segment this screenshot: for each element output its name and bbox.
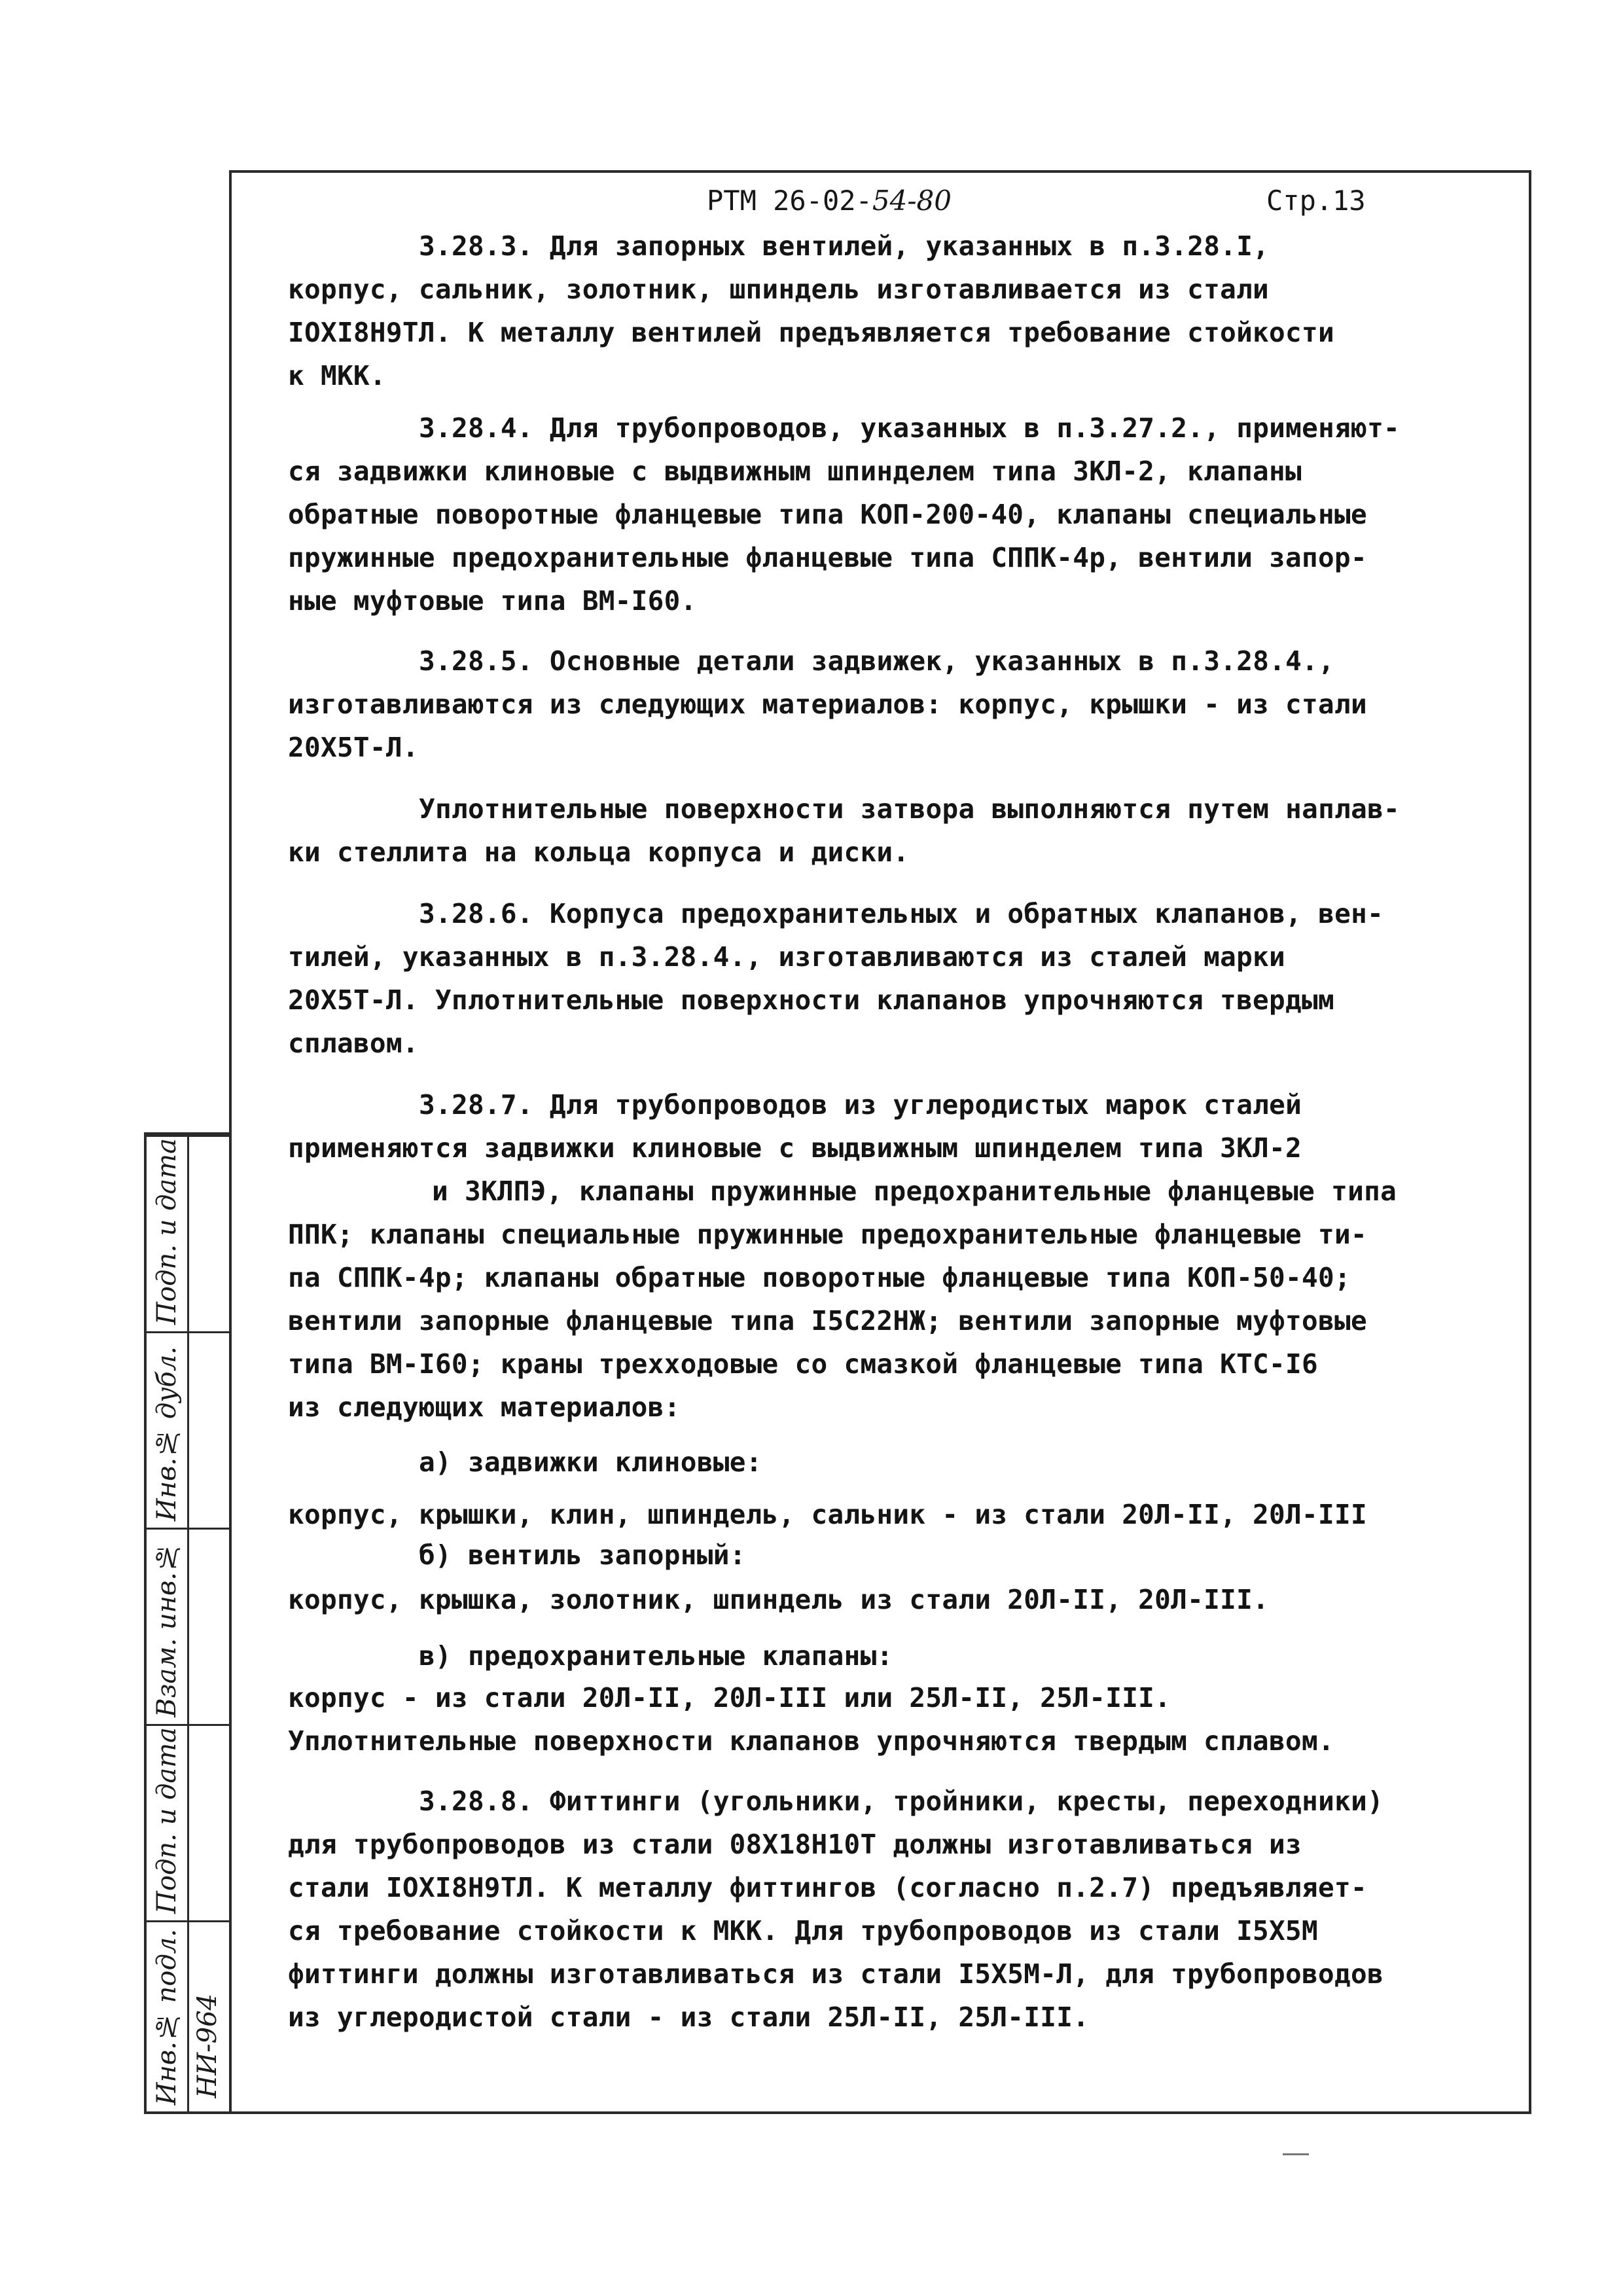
text-line: из следующих материалов: (288, 1391, 681, 1423)
text-line: и ЗКЛПЭ, клапаны пружинные предохранительные фланцевые типа (432, 1175, 1397, 1207)
stamp-label: Инв.№ подл. (152, 1928, 182, 2105)
text-line: для трубопроводов из стали 08Х18Н10Т должны изготавливаться из (288, 1829, 1302, 1860)
text-line: Уплотнительные поверхности клапанов упрочняются твердым сплавом. (288, 1725, 1334, 1757)
text-line: изготавливаются из следующих материалов: корпус, крышки - из стали (288, 689, 1367, 720)
stamp-label: Подп. и дата (152, 1138, 182, 1325)
text-line: 3.28.6. Корпуса предохранительных и обратных клапанов, вен- (419, 898, 1384, 929)
stamp-cell-inv-no (147, 1920, 229, 2111)
text-line: 20Х5Т-Л. (288, 732, 419, 763)
text-line: IOXI8H9TЛ. К металлу вентилей предъявляется требование стойкости (288, 317, 1334, 348)
stamp-label: Инв.№ дубл. (152, 1346, 182, 1521)
text-line: фиттинги должны изготавливаться из стали I5Х5М-Л, для трубопроводов (288, 1958, 1383, 1990)
text-line: сплавом. (288, 1028, 419, 1059)
text-line: корпус - из стали 20Л-II, 20Л-III или 25Л-II, 25Л-III. (288, 1682, 1171, 1713)
text-line: тилей, указанных в п.3.28.4., изготавливаются из сталей марки (288, 941, 1286, 973)
text-line: стали IOXI8H9TЛ. К металлу фиттингов (согласно п.2.7) предъявляет- (288, 1872, 1367, 1903)
text-line: ки стеллита на кольца корпуса и диски. (288, 836, 910, 868)
scan-mark (1283, 2153, 1309, 2155)
stamp-cell-sign-date-2 (147, 1135, 229, 1331)
text-line: Уплотнительные поверхности затвора выполняются путем наплав- (419, 793, 1400, 825)
text-line: па СППК-4р; клапаны обратные поворотные фланцевые типа КОП-50-40; (288, 1262, 1351, 1293)
text-line: из углеродистой стали - из стали 25Л-II, 25Л-III. (288, 2001, 1090, 2033)
text-line: корпус, сальник, золотник, шпиндель изготавливается из стали (288, 274, 1270, 305)
text-line: корпус, крышка, золотник, шпиндель из стали 20Л-II, 20Л-III. (288, 1584, 1270, 1615)
text-line: 3.28.7. Для трубопроводов из углеродистых марок сталей (419, 1089, 1302, 1121)
text-line: к МКК. (288, 360, 386, 391)
text-line: ППК; клапаны специальные пружинные предохранительные фланцевые ти- (288, 1219, 1367, 1250)
text-line: ся задвижки клиновые с выдвижным шпинделем типа ЗКЛ-2, клапаны (288, 456, 1302, 487)
text-line: применяются задвижки клиновые с выдвижным шпинделем типа ЗКЛ-2 (288, 1132, 1302, 1164)
text-line: 3.28.8. Фиттинги (угольники, тройники, кресты, переходники) (419, 1785, 1384, 1817)
text-line: обратные поворотные фланцевые типа КОП-200-40, клапаны специальные (288, 499, 1367, 530)
text-line: б) вентиль запорный: (419, 1539, 746, 1571)
stamp-cell-sign-date (147, 1724, 229, 1920)
text-line: корпус, крышки, клин, шпиндель, сальник - из стали 20Л-II, 20Л-III (288, 1499, 1367, 1530)
text-line: ся требование стойкости к МКК. Для трубопроводов из стали I5Х5М (288, 1915, 1318, 1946)
approval-stamp-column (144, 1132, 229, 2114)
text-line: типа ВМ-I60; краны трехходовые со смазкой фланцевые типа КТС-I6 (288, 1348, 1318, 1380)
stamp-label: Подп. и дата (152, 1727, 182, 1914)
document-code (707, 185, 952, 217)
text-line: 3.28.5. Основные детали задвижек, указанных в п.3.28.4., (419, 645, 1335, 677)
text-line: в) предохранительные клапаны: (419, 1640, 893, 1672)
text-line: 3.28.3. Для запорных вентилей, указанных в п.3.28.I, (419, 230, 1270, 262)
stamp-cell-dup-inv (147, 1331, 229, 1528)
document-code-handwritten: 54-80 (872, 185, 952, 217)
page-number: Стр.13 (1266, 185, 1366, 217)
text-line: пружинные предохранительные фланцевые типа СППК-4р, вентили запор- (288, 542, 1367, 573)
document-code-printed: РТМ 26-02- (707, 185, 872, 217)
text-line: а) задвижки клиновые: (419, 1446, 762, 1478)
stamp-inv-value: НИ-964 (192, 1994, 223, 2098)
stamp-label: Взам. инв.№ (152, 1542, 182, 1717)
stamp-cell-replaced-inv (147, 1528, 229, 1724)
text-line: ные муфтовые типа ВМ-I60. (288, 585, 697, 617)
text-line: вентили запорные фланцевые типа I5С22НЖ; вентили запорные муфтовые (288, 1305, 1367, 1336)
text-line: 20Х5Т-Л. Уплотнительные поверхности клапанов упрочняются твердым (288, 984, 1334, 1016)
text-line: 3.28.4. Для трубопроводов, указанных в п.3.27.2., применяют- (419, 412, 1400, 444)
